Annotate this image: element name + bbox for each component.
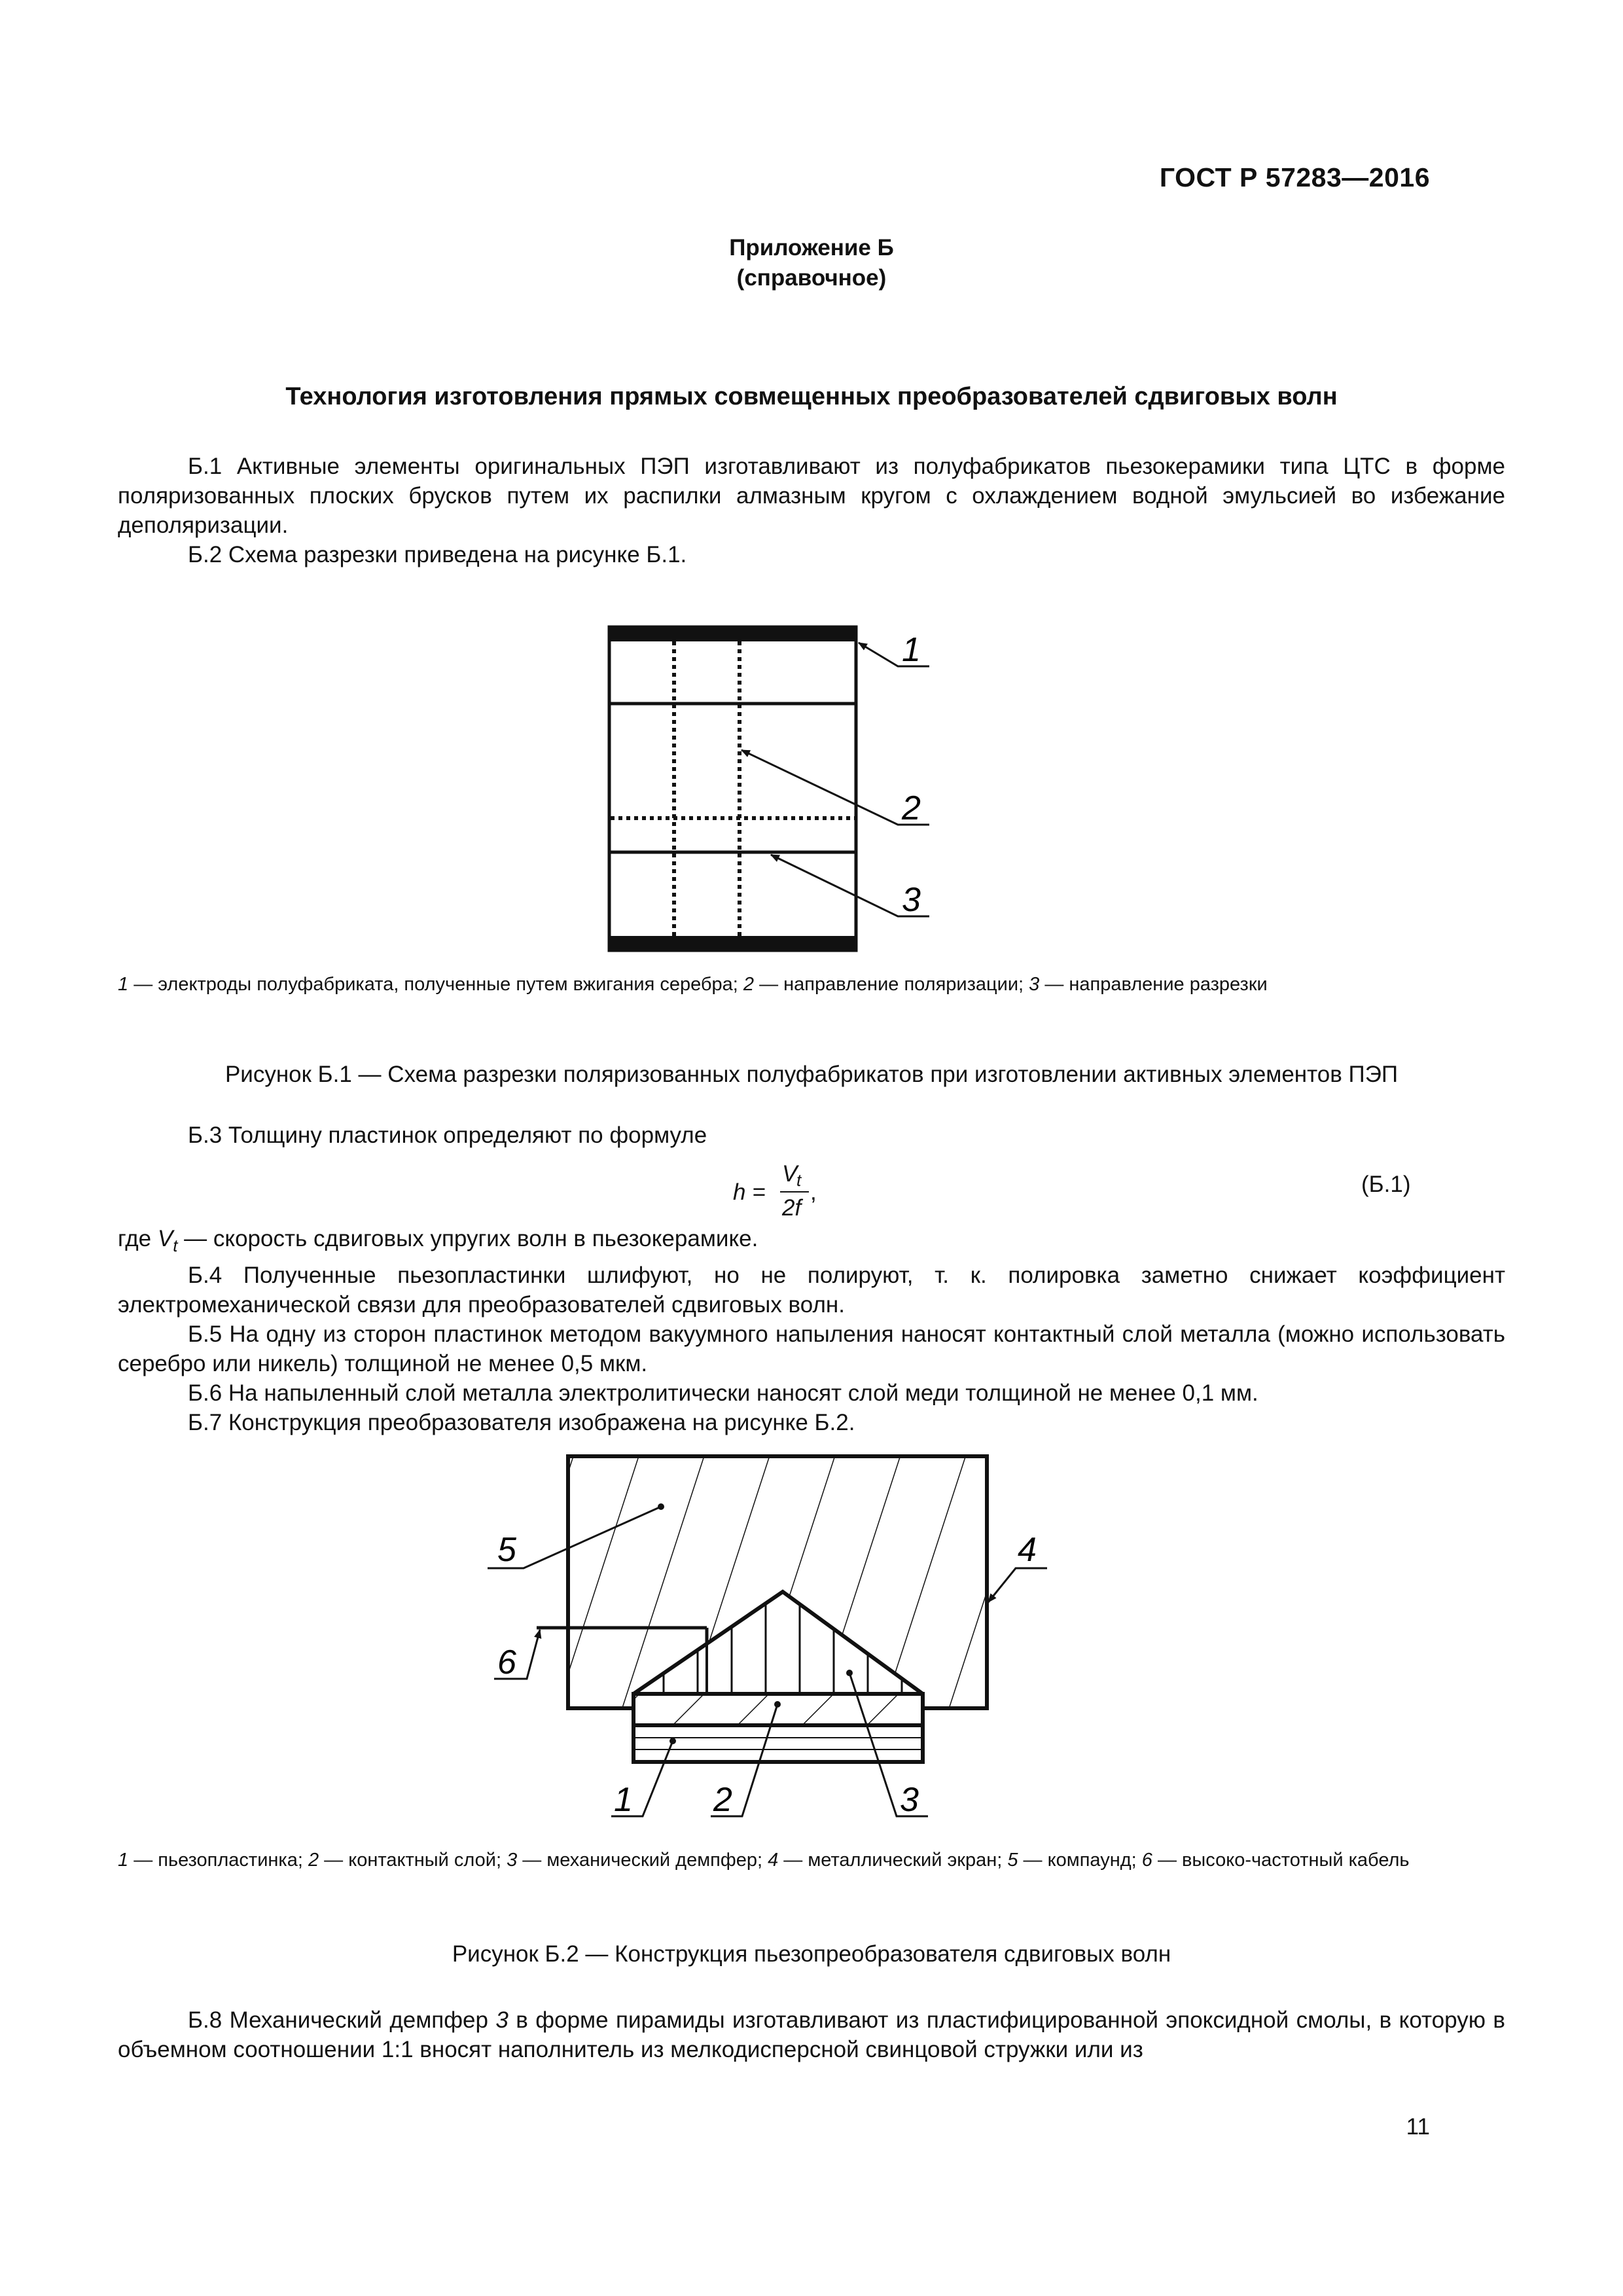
fig2-label-2: 2 xyxy=(713,1781,732,1819)
figure-b2-legend: 1 — пьезопластинка; 2 — контактный слой; 3 — механический демпфер; 4 — металлический экран; 5 — компаунд; 6 — высоко-частотный кабель xyxy=(118,1850,1410,1871)
paragraph-b5: Б.5 На одну из сторон пластинок методом вакуумного напыления наносят контактный слой металла (можно использовать серебро или никель) толщиной не менее 0,5 мкм. xyxy=(118,1321,1505,1376)
formula-number: (Б.1) xyxy=(1361,1172,1411,1197)
formula-b1: h = V t 2f , xyxy=(733,1161,817,1221)
fig2-label-1: 1 xyxy=(614,1781,633,1819)
paragraph-b1: Б.1 Активные элементы оригинальных ПЭП изготавливают из полуфабрикатов пьезокерамики типа ЦТС в форме поляризованных плоских брусков путем их распилки алмазным кругом с охлаждением водной эмульсией во избежание деполяризации. xyxy=(118,454,1505,538)
paragraph-b4: Б.4 Полученные пьезопластинки шлифуют, но не полируют, т. к. полировка заметно снижает коэффициент электромеханической связи для преобразователей сдвиговых волн. xyxy=(118,1263,1505,1318)
text-block-4 xyxy=(118,2005,1505,2064)
paragraph-b6: Б.6 На напыленный слой металла электролитически наносят слой меди толщиной не менее 0,1 мм. xyxy=(188,1380,1258,1406)
appendix-type: (справочное) xyxy=(736,265,887,291)
fig1-label-1: 1 xyxy=(902,631,921,669)
text-block-3 xyxy=(118,1224,1505,1437)
figure-b2-drawing xyxy=(488,1456,1047,1819)
figure-b2-caption: Рисунок Б.2 — Конструкция пьезопреобразователя сдвиговых волн xyxy=(452,1941,1171,1967)
blank-outline xyxy=(609,627,856,950)
fig1-label-3: 3 xyxy=(902,881,921,919)
paragraph-b2: Б.2 Схема разрезки приведена на рисунке Б.1. xyxy=(188,542,687,567)
formula-explanation: где $V_t$ — скорость сдвиговых упругих волн в пьезокерамике. xyxy=(118,1226,758,1255)
figure-b1-drawing xyxy=(609,627,929,950)
page-number: 11 xyxy=(1406,2114,1430,2140)
piezo-plate xyxy=(633,1725,923,1762)
standard-number: ГОСТ Р 57283—2016 xyxy=(1159,162,1430,192)
paragraph-b7: Б.7 Конструкция преобразователя изображена на рисунке Б.2. xyxy=(188,1410,855,1435)
fig1-label-2: 2 xyxy=(902,789,921,827)
fig2-label-5: 5 xyxy=(497,1531,516,1569)
fig2-label-6: 6 xyxy=(497,1643,516,1681)
electrode-top xyxy=(609,627,856,641)
fig2-label-4: 4 xyxy=(1018,1531,1037,1569)
paragraph-b3: Б.3 Толщину пластинок определяют по формуле xyxy=(188,1122,707,1148)
appendix-title: Приложение Б xyxy=(729,235,894,260)
contact-layer-hatch xyxy=(633,1694,923,1725)
paragraph-b8: Б.8 Механический демпфер 3 в форме пирамиды изготавливают из пластифицированной эпоксидной смолы, в которую в объемном соотношении 1:1 вносят наполнитель из мелкодисперсной свинцовой стружки или из xyxy=(118,2007,1505,2062)
section-title: Технология изготовления прямых совмещенных преобразователей сдвиговых волн xyxy=(285,383,1338,410)
figure-b1-legend: 1 — электроды полуфабриката, полученные путем вжигания серебра; 2 — направление поляризации; 3 — направление разрезки xyxy=(118,974,1268,995)
figure-b1-caption: Рисунок Б.1 — Схема разрезки поляризованных полуфабрикатов при изготовлении активных элементов ПЭП xyxy=(224,1062,1399,1087)
leader-2 xyxy=(741,750,929,825)
fig2-label-3: 3 xyxy=(900,1781,919,1819)
leader-4 xyxy=(988,1568,1047,1602)
text-block-2 xyxy=(118,1121,1505,1150)
electrode-bottom xyxy=(609,936,856,950)
